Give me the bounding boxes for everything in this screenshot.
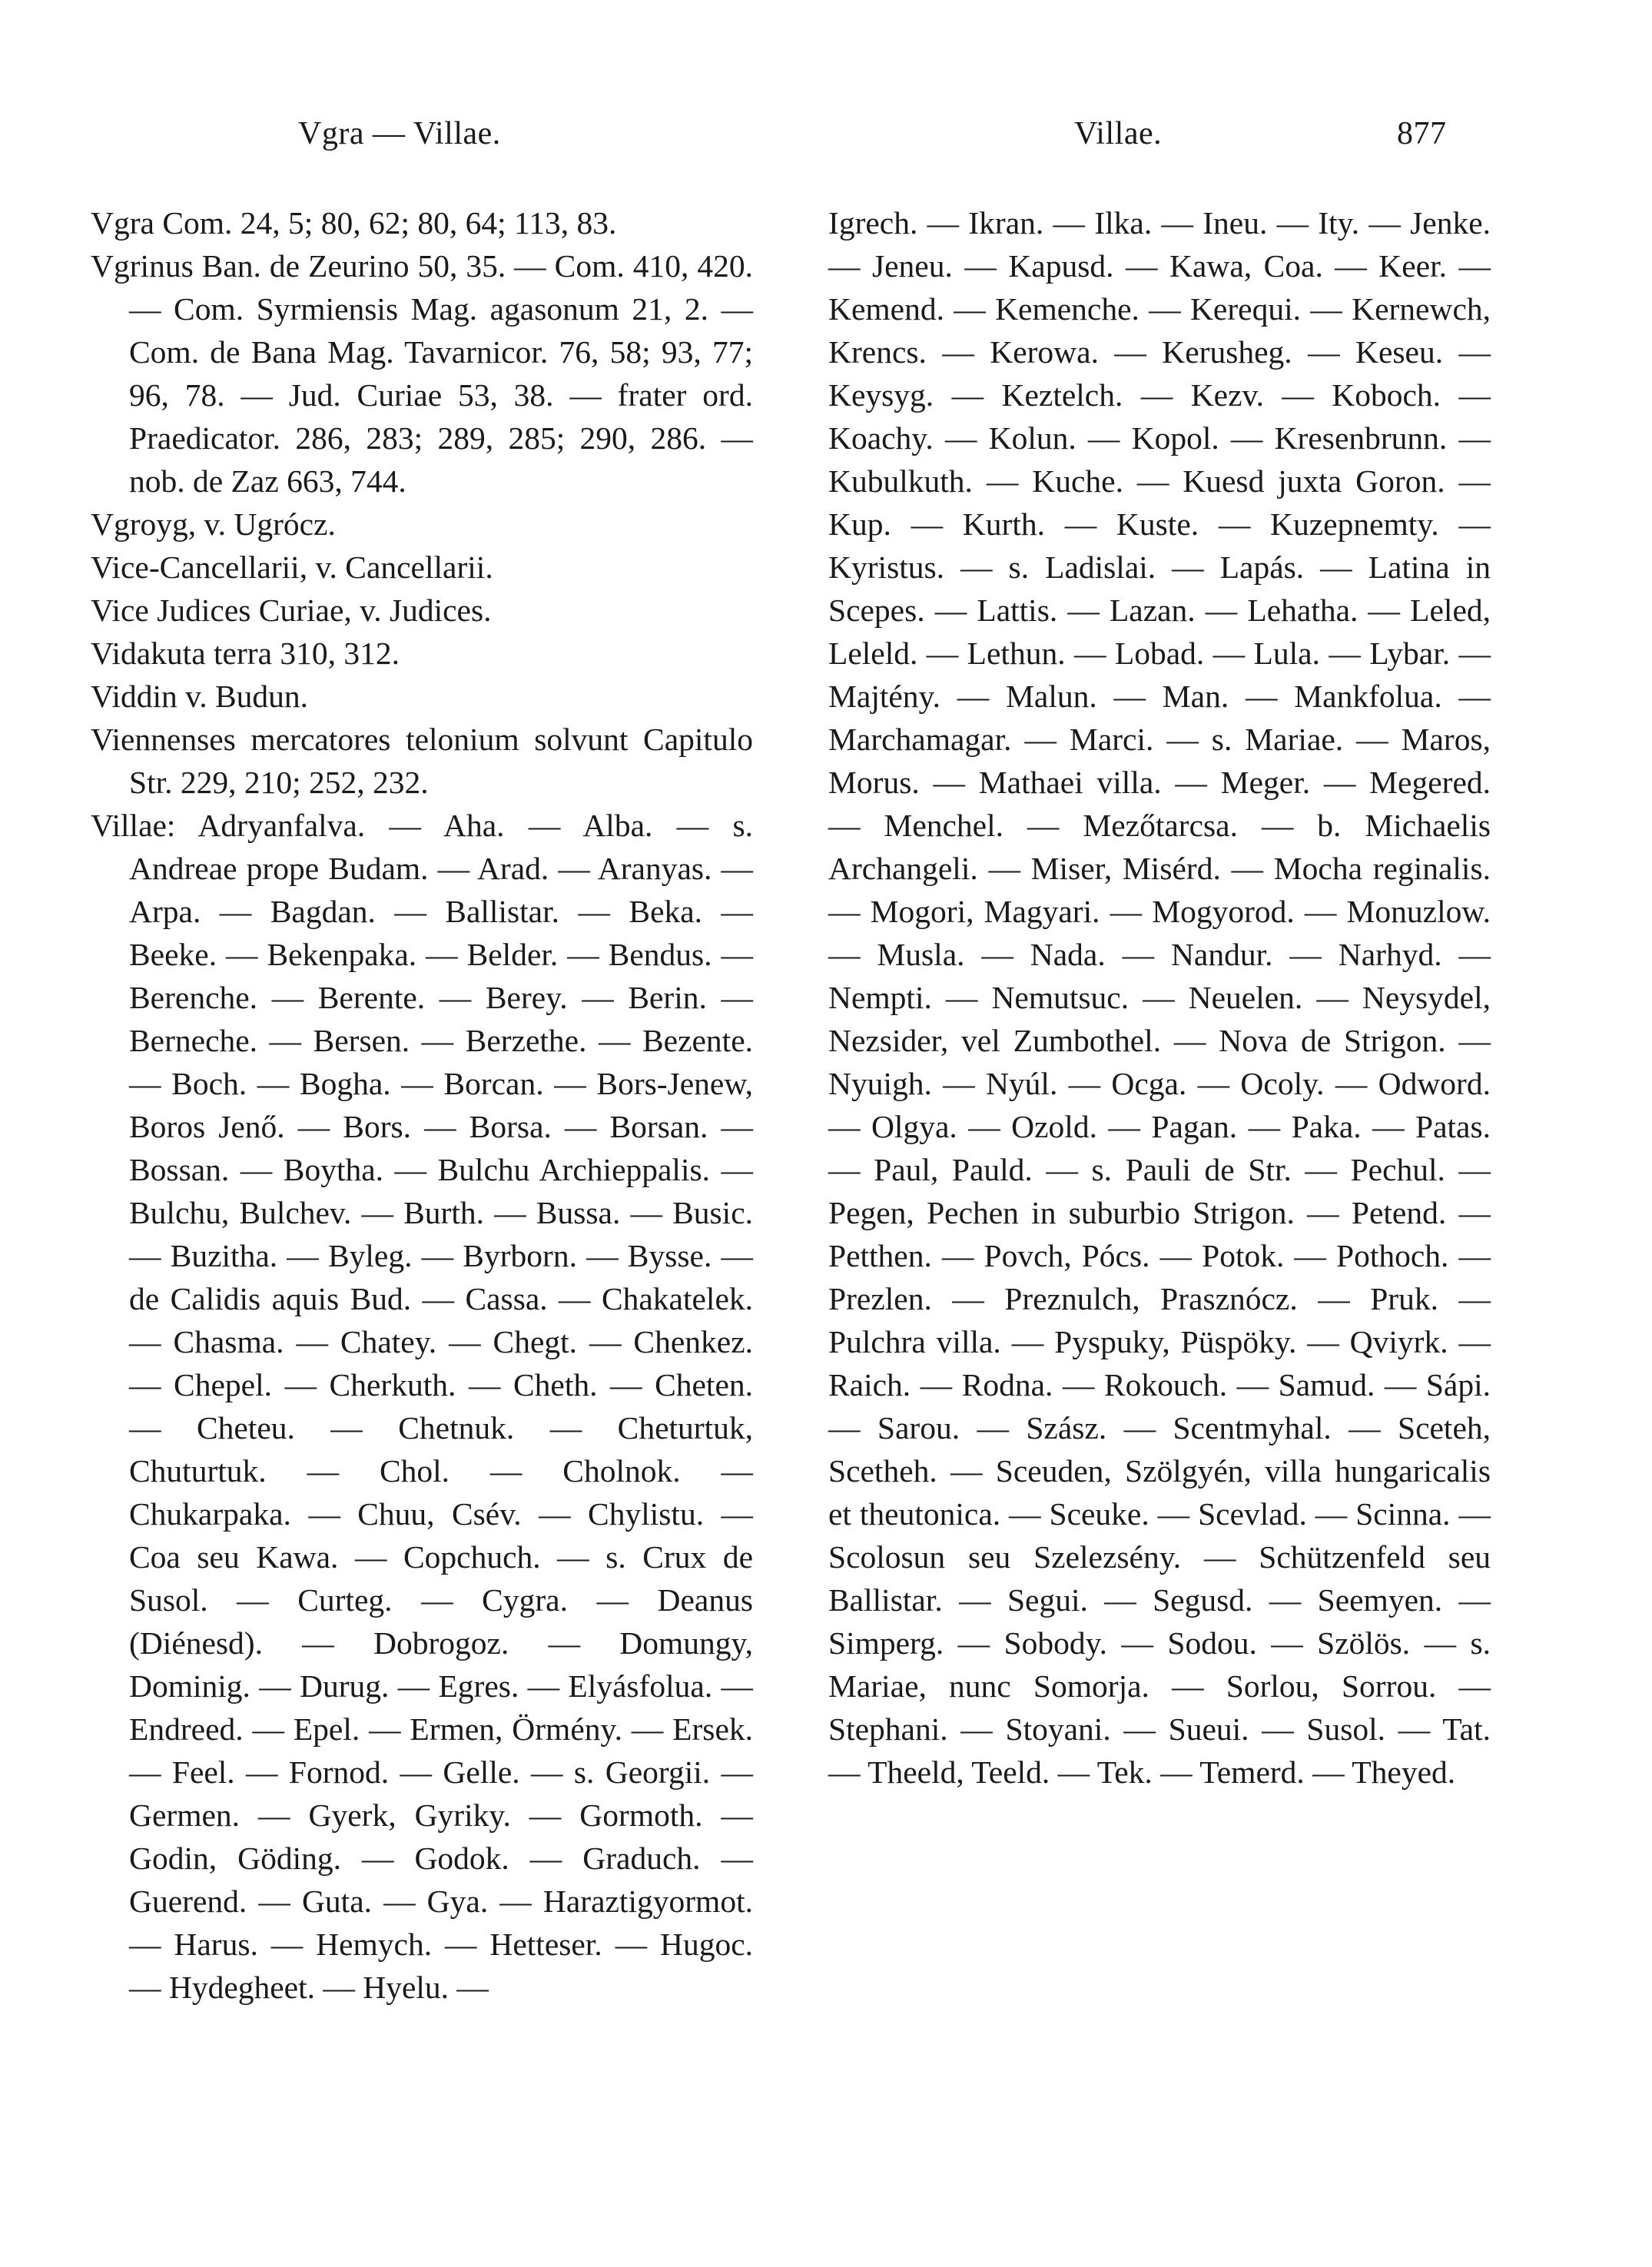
index-entry: Vgrinus Ban. de Zeurino 50, 35. — Com. 410, 420. — Com. Syrmiensis Mag. agasonum 21, 2. — Com. de Bana Mag. Tavarnicor. 76, 58; 93, 77; 96, 78. — Jud. Curiae 53, 38. — frater ord. Praedicator. 286, 283; 289, 285; 290, 286. — nob. de Zaz 663, 744. <box>91 248 753 499</box>
right-column <box>828 201 1491 1794</box>
index-entry: Vice-Cancellarii, v. Cancellarii. <box>91 549 493 585</box>
running-head-center: Villae. <box>1074 116 1163 151</box>
index-entry: Vice Judices Curiae, v. Judices. <box>91 592 492 628</box>
index-entry: Vgra Com. 24, 5; 80, 62; 80, 64; 113, 83. <box>91 205 617 241</box>
page-number: 877 <box>1397 116 1447 151</box>
index-entry: Igrech. — Ikran. — Ilka. — Ineu. — Ity. — Jenke. — Jeneu. — Kapusd. — Kawa, Coa. — Keer. — Kemend. — Kemenche. — Kerequi. — Kernewch, Krencs. — Kerowa. — Kerusheg. — Keseu. — Keysyg. — Keztelch. — Kezv. — Koboch. — Koachy. — Kolun. — Kopol. — Kresenbrunn. — Kubulkuth. — Kuche. — Kuesd juxta Goron. — Kup. — Kurth. — Kuste. — Kuzepnemty. — Kyristus. — s. Ladislai. — Lapás. — Latina in Scepes. — Lattis. — Lazan. — Lehatha. — Leled, Leleld. — Lethun. — Lobad. — Lula. — Lybar. — Majtény. — Malun. — Man. — Mankfolua. — Marchamagar. — Marci. — s. Mariae. — Maros, Morus. — Mathaei villa. — Meger. — Megered. — Menchel. — Mezőtarcsa. — b. Michaelis Archangeli. — Miser, Misérd. — Mocha reginalis. — Mogori, Magyari. — Mogyorod. — Monuzlow. — Musla. — Nada. — Nandur. — Narhyd. — Nempti. — Nemutsuc. — Neuelen. — Neysydel, Nezsider, vel Zumbothel. — Nova de Strigon. — Nyuigh. — Nyúl. — Ocga. — Ocoly. — Odword. — Olgya. — Ozold. — Pagan. — Paka. — Patas. — Paul, Pauld. — s. Pauli de Str. — Pechul. — Pegen, Pechen in suburbio Strigon. — Petend. — Petthen. — Povch, Pócs. — Potok. — Pothoch. — Prezlen. — Preznulch, Prasznócz. — Pruk. — Pulchra villa. — Pyspuky, Püspöky. — Qviyrk. — Raich. — Rodna. — Rokouch. — Samud. — Sápi. — Sarou. — Szász. — Scentmyhal. — Sceteh, Scetheh. — Sceuden, Szölgyén, villa hungaricalis et theutonica. — Sceuke. — Scevlad. — Scinna. — Scolosun seu Szelezsény. — Schützenfeld seu Ballistar. — Segui. — Segusd. — Seemyen. — Simperg. — Sobody. — Sodou. — Szölös. — s. Mariae, nunc Somorja. — Sorlou, Sorrou. — Stephani. — Stoyani. — Sueui. — Susol. — Tat. — Theeld, Teeld. — Tek. — Temerd. — Theyed. <box>828 205 1491 1790</box>
index-entry: Vgroyg, v. Ugrócz. <box>91 506 336 542</box>
index-entry: Vidakuta terra 310, 312. <box>91 636 400 671</box>
index-entry: Viddin v. Budun. <box>91 679 309 714</box>
left-column <box>91 201 753 2009</box>
index-entry: Viennenses mercatores telonium solvunt Capitulo Str. 229, 210; 252, 232. <box>91 722 753 800</box>
running-head-left: Vgra — Villae. <box>298 116 501 151</box>
index-entry: Villae: Adryanfalva. — Aha. — Alba. — s. Andreae prope Budam. — Arad. — Aranyas. — Arpa. — Bagdan. — Ballistar. — Beka. — Beeke. — Bekenpaka. — Belder. — Bendus. — Berenche. — Berente. — Berey. — Berin. — Berneche. — Bersen. — Berzethe. — Bezente. — Boch. — Bogha. — Borcan. — Bors-Jenew, Boros Jenő. — Bors. — Borsa. — Borsan. — Bossan. — Boytha. — Bulchu Archieppalis. — Bulchu, Bulchev. — Burth. — Bussa. — Busic. — Buzitha. — Byleg. — Byrborn. — Bysse. — de Calidis aquis Bud. — Cassa. — Chakatelek. — Chasma. — Chatey. — Chegt. — Chenkez. — Chepel. — Cherkuth. — Cheth. — Cheten. — Cheteu. — Chetnuk. — Cheturtuk, Chuturtuk. — Chol. — Cholnok. — Chukarpaka. — Chuu, Csév. — Chylistu. — Coa seu Kawa. — Copchuch. — s. Crux de Susol. — Curteg. — Cygra. — Deanus (Diénesd). — Dobrogoz. — Domungy, Dominig. — Durug. — Egres. — Elyásfolua. — Endreed. — Epel. — Ermen, Örmény. — Ersek. — Feel. — Fornod. — Gelle. — s. Georgii. — Germen. — Gyerk, Gyriky. — Gormoth. — Godin, Göding. — Godok. — Graduch. — Guerend. — Guta. — Gya. — Haraztigyormot. — Harus. — Hemych. — Hetteser. — Hugoc. — Hydegheet. — Hyelu. — <box>91 808 753 2005</box>
